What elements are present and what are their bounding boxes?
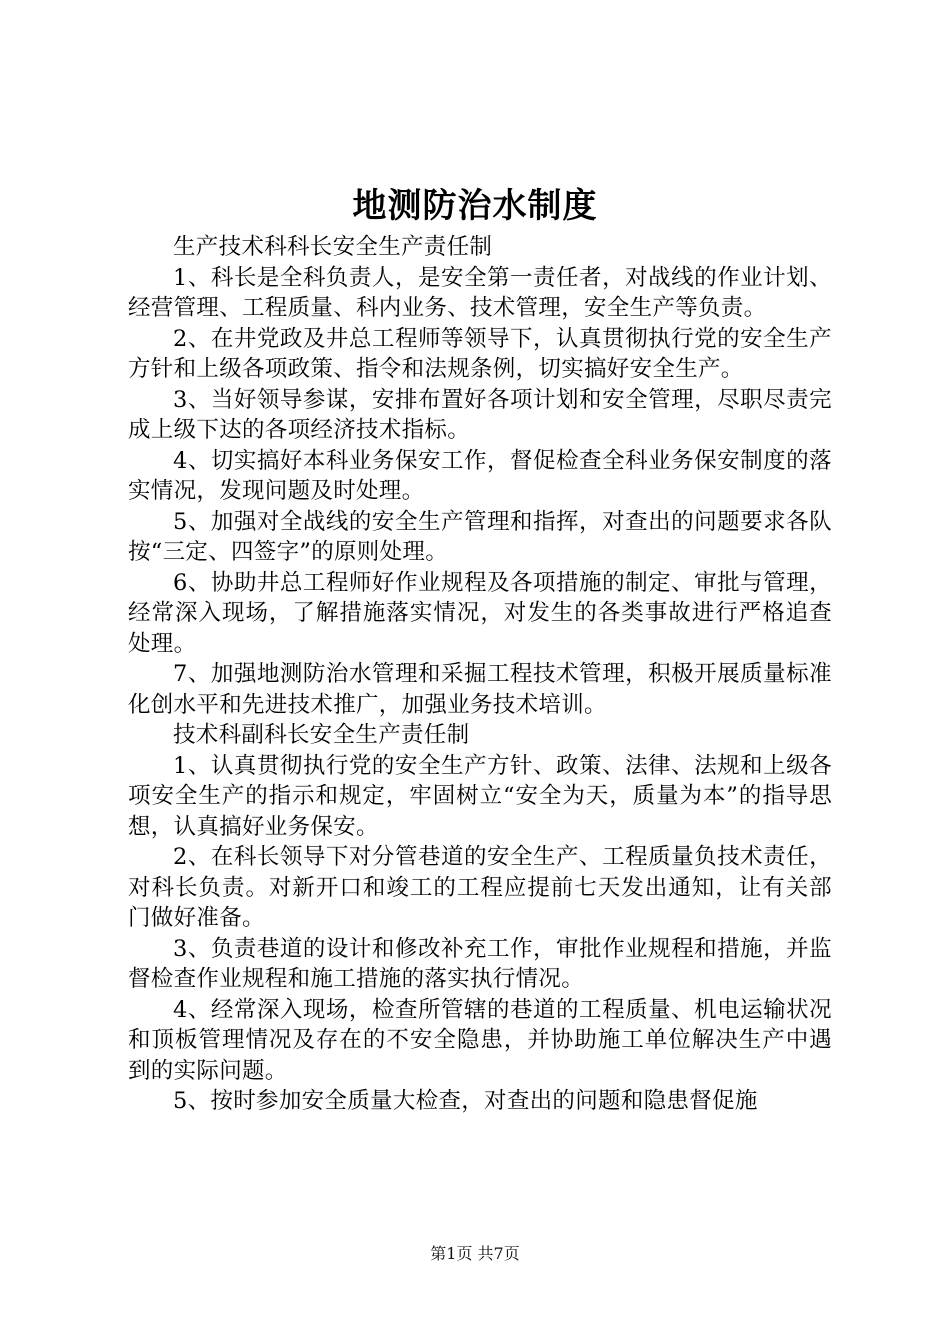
section-heading: 技术科副科长安全生产责任制: [173, 722, 470, 748]
paragraph: 4、切实搞好本科业务保安工作，督促检查全科业务保安制度的落实情况，发现问题及时处理。: [128, 447, 832, 504]
paragraph: 3、当好领导参谋，安排布置好各项计划和安全管理，尽职尽责完成上级下达的各项经济技术指标。: [128, 386, 832, 443]
paragraph: 6、协助井总工程师好作业规程及各项措施的制定、审批与管理，经常深入现场，了解措施落实情况，对发生的各类事故进行严格追查处理。: [128, 569, 832, 657]
page-footer: 第1页 共7页: [430, 1244, 520, 1263]
paragraph: 7、加强地测防治水管理和采掘工程技术管理，积极开展质量标准化创水平和先进技术推广，加强业务技术培训。: [128, 661, 832, 718]
document-body: [128, 232, 832, 1117]
paragraph: 2、在科长领导下对分管巷道的安全生产、工程质量负技术责任，对科长负责。对新开口和竣工的工程应提前七天发出通知，让有关部门做好准备。: [128, 844, 832, 931]
section-heading: 生产技术科科长安全生产责任制: [173, 234, 493, 260]
paragraph: 5、加强对全战线的安全生产管理和指挥，对查出的问题要求各队按“三定、四签字”的原则处理。: [128, 508, 832, 565]
paragraph: 1、认真贯彻执行党的安全生产方针、政策、法律、法规和上级各项安全生产的指示和规定，牢固树立“安全为天，质量为本”的指导思想，认真搞好业务保安。: [128, 752, 832, 840]
paragraph: 2、在井党政及井总工程师等领导下，认真贯彻执行党的安全生产方针和上级各项政策、指令和法规条例，切实搞好安全生产。: [128, 325, 832, 382]
paragraph: 1、科长是全科负责人，是安全第一责任者，对战线的作业计划、经营管理、工程质量、科内业务、技术管理，安全生产等负责。: [128, 264, 832, 321]
document-title: 地测防治水制度: [352, 186, 598, 226]
paragraph: 3、负责巷道的设计和修改补充工作，审批作业规程和措施，并监督检查作业规程和施工措施的落实执行情况。: [128, 935, 832, 992]
paragraph: 5、按时参加安全质量大检查，对查出的问题和隐患督促施: [173, 1088, 758, 1114]
paragraph: 4、经常深入现场，检查所管辖的巷道的工程质量、机电运输状况和顶板管理情况及存在的不安全隐患，并协助施工单位解决生产中遇到的实际问题。: [128, 996, 832, 1084]
